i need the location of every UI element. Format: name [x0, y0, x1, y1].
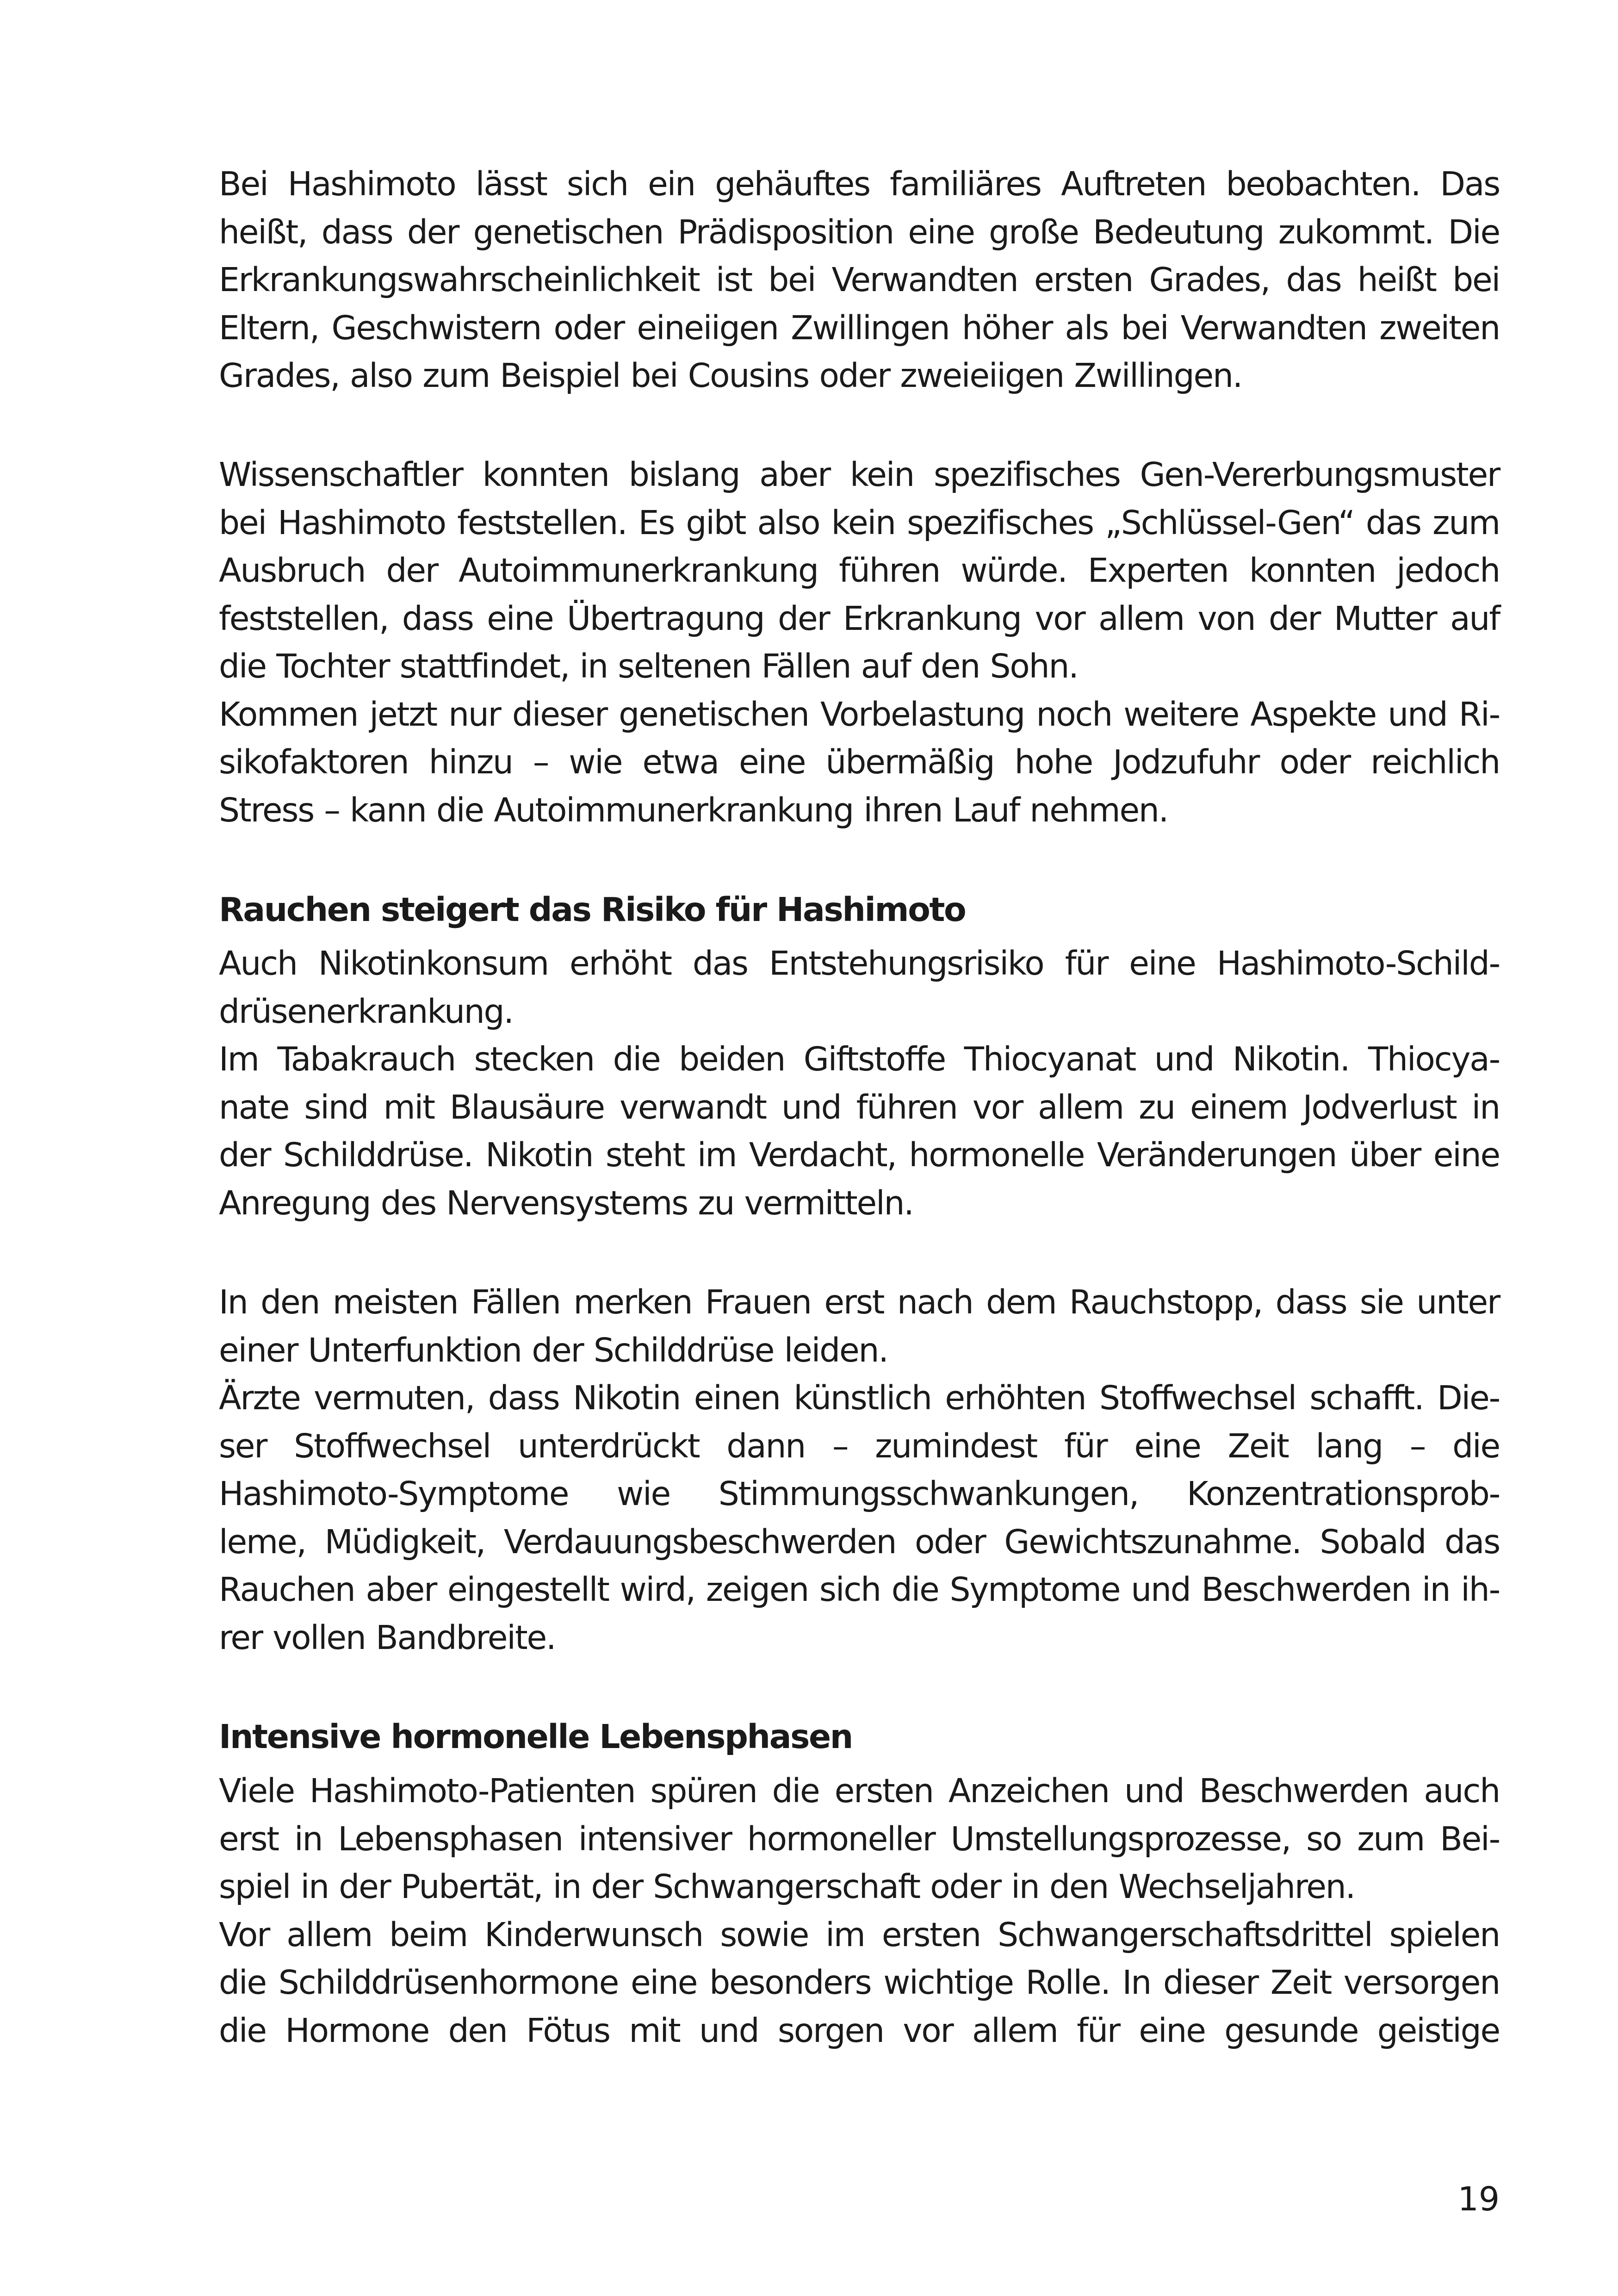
- text-line: bei Hashimoto feststellen. Es gibt also kein spezifisches „Schlüssel-Gen“ das zum: [219, 503, 1500, 542]
- text-line: Viele Hashimoto-Patienten spüren die ersten Anzeichen und Beschwerden auch: [219, 1772, 1500, 1810]
- text-line: spiel in der Pubertät, in der Schwangerschaft oder in den Wechseljahren.: [219, 1867, 1355, 1906]
- section-heading-smoking: Rauchen steigert das Risiko für Hashimoto: [219, 890, 966, 929]
- text-line: Stress – kann die Autoimmunerkrankung ihren Lauf nehmen.: [219, 790, 1168, 829]
- text-line: Kommen jetzt nur dieser genetischen Vorbelastung noch weitere Aspekte und Ri-: [219, 695, 1500, 734]
- text-line: Bei Hashimoto lässt sich ein gehäuftes familiäres Auftreten beobachten. Das: [219, 165, 1500, 203]
- text-line: Hashimoto-Symptome wie Stimmungsschwankungen, Konzentrationsprob-: [219, 1475, 1500, 1513]
- text-line: Anregung des Nervensystems zu vermitteln.: [219, 1183, 913, 1222]
- text-line: Wissenschaftler konnten bislang aber kein spezifisches Gen-Vererbungsmuster: [219, 455, 1500, 494]
- text-line: ser Stoffwechsel unterdrückt dann – zumindest für eine Zeit lang – die: [219, 1426, 1500, 1465]
- text-line: Rauchen aber eingestellt wird, zeigen sich die Symptome und Beschwerden in ih-: [219, 1570, 1500, 1609]
- section-heading-hormonal-phases: Intensive hormonelle Lebensphasen: [219, 1717, 852, 1756]
- text-line: leme, Müdigkeit, Verdauungsbeschwerden oder Gewichtszunahme. Sobald das: [219, 1522, 1500, 1561]
- text-line: In den meisten Fällen merken Frauen erst nach dem Rauchstopp, dass sie unter: [219, 1283, 1500, 1321]
- paragraph-hormonal-phases: [219, 1767, 1500, 2054]
- text-line: Grades, also zum Beispiel bei Cousins oder zweieiigen Zwillingen.: [219, 356, 1242, 395]
- paragraph-genetics-intro: [219, 160, 1500, 400]
- text-line: die Tochter stattfindet, in seltenen Fällen auf den Sohn.: [219, 647, 1078, 685]
- text-line: Im Tabakrauch stecken die beiden Giftstoffe Thiocyanat und Nikotin. Thiocya-: [219, 1040, 1500, 1078]
- text-line: rer vollen Bandbreite.: [219, 1618, 556, 1657]
- text-line: der Schilddrüse. Nikotin steht im Verdacht, hormonelle Veränderungen über eine: [219, 1136, 1500, 1174]
- paragraph-smoking-stop: [219, 1278, 1500, 1661]
- text-line: sikofaktoren hinzu – wie etwa eine übermäßig hohe Jodzufuhr oder reichlich: [219, 743, 1500, 781]
- paragraph-nicotine: [219, 940, 1500, 1227]
- text-line: Vor allem beim Kinderwunsch sowie im ersten Schwangerschaftsdrittel spielen: [219, 1915, 1500, 1954]
- text-line: die Schilddrüsenhormone eine besonders wichtige Rolle. In dieser Zeit versorgen: [219, 1963, 1500, 2002]
- text-line: erst in Lebensphasen intensiver hormoneller Umstellungsprozesse, so zum Bei-: [219, 1819, 1500, 1858]
- text-line: einer Unterfunktion der Schilddrüse leiden.: [219, 1331, 888, 1369]
- text-line: Ausbruch der Autoimmunerkrankung führen würde. Experten konnten jedoch: [219, 551, 1500, 590]
- text-line: nate sind mit Blausäure verwandt und führen vor allem zu einem Jodverlust in: [219, 1088, 1500, 1126]
- text-line: Eltern, Geschwistern oder eineiigen Zwillingen höher als bei Verwandten zweiten: [219, 308, 1500, 347]
- text-line: Erkrankungswahrscheinlichkeit ist bei Verwandten ersten Grades, das heißt bei: [219, 261, 1500, 299]
- paragraph-no-specific-gene: [219, 451, 1500, 834]
- text-line: Ärzte vermuten, dass Nikotin einen künstlich erhöhten Stoffwechsel schafft. Die-: [219, 1379, 1500, 1417]
- text-line: die Hormone den Fötus mit und sorgen vor allem für eine gesunde geistige: [219, 2011, 1500, 2050]
- text-line: feststellen, dass eine Übertragung der Erkrankung vor allem von der Mutter auf: [219, 599, 1500, 638]
- text-line: drüsenerkrankung.: [219, 992, 513, 1031]
- text-line: Auch Nikotinkonsum erhöht das Entstehungsrisiko für eine Hashimoto-Schild-: [219, 944, 1500, 983]
- page-number: 19: [1457, 2180, 1500, 2218]
- text-line: heißt, dass der genetischen Prädisposition eine große Bedeutung zukommt. Die: [219, 212, 1500, 251]
